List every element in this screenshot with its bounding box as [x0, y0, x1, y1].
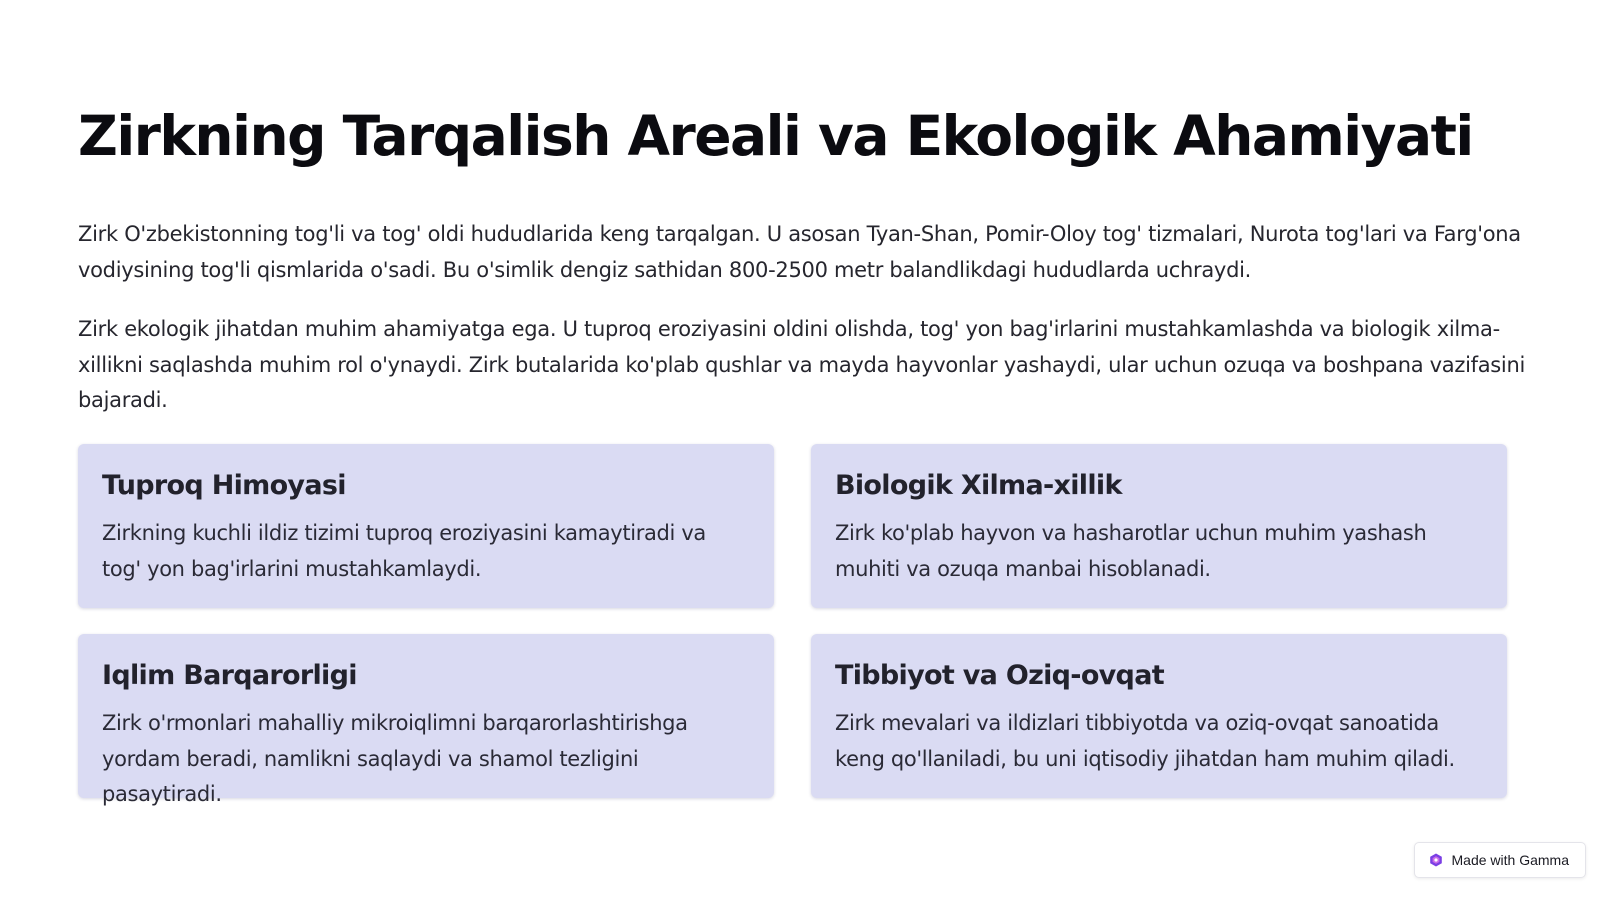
card-biodiversity — [811, 444, 1507, 608]
card-title: Iqlim Barqarorligi — [102, 660, 357, 691]
card-soil-protection — [78, 444, 774, 608]
card-title: Tuproq Himoyasi — [102, 470, 346, 501]
ecology-paragraph: Zirk ekologik jihatdan muhim ahamiyatga ega. U tuproq eroziyasini oldini olishda, tog' yon bag'irlarini mustahkamlashda va biologik xilma-xillikni saqlashda muhim rol o'ynaydi. Zirk butalarida ko'plab qushlar va mayda hayvonlar yashaydi, ular uchun ozuqa va boshpana vazifasini bajaradi. — [78, 317, 1525, 412]
intro-paragraph: Zirk O'zbekistonning tog'li va tog' oldi hududlarida keng tarqalgan. U asosan Tyan-Shan, Pomir-Oloy tog' tizmalari, Nurota tog'lari va Farg'ona vodiysining tog'li qismlarida o'sadi. Bu o'simlik dengiz sathidan 800-2500 metr balandlikdagi hududlarda uchraydi. — [78, 222, 1521, 282]
card-text: Zirk o'rmonlari mahalliy mikroiqlimni barqarorlashtirishga yordam beradi, namlikni saqlaydi va shamol tezligini pasaytiradi. — [102, 711, 688, 806]
badge-label: Made with Gamma — [1451, 852, 1569, 868]
card-text: Zirk ko'plab hayvon va hasharotlar uchun muhim yashash muhiti va ozuqa manbai hisoblanadi. — [835, 521, 1427, 581]
card-text: Zirkning kuchli ildiz tizimi tuproq eroziyasini kamaytiradi va tog' yon bag'irlarini mustahkamlaydi. — [102, 521, 706, 581]
slide-title: Zirkning Tarqalish Areali va Ekologik Ahamiyati — [78, 104, 1473, 168]
gamma-logo-icon — [1429, 853, 1443, 867]
made-with-gamma-badge[interactable] — [1414, 842, 1586, 878]
card-climate-stability — [78, 634, 774, 806]
card-title: Biologik Xilma-xillik — [835, 470, 1122, 501]
card-text: Zirk mevalari va ildizlari tibbiyotda va oziq-ovqat sanoatida keng qo'llaniladi, bu uni iqtisodiy jihatdan ham muhim qiladi. — [835, 711, 1455, 771]
card-title: Tibbiyot va Oziq-ovqat — [835, 660, 1164, 691]
card-medicine-food — [811, 634, 1507, 798]
